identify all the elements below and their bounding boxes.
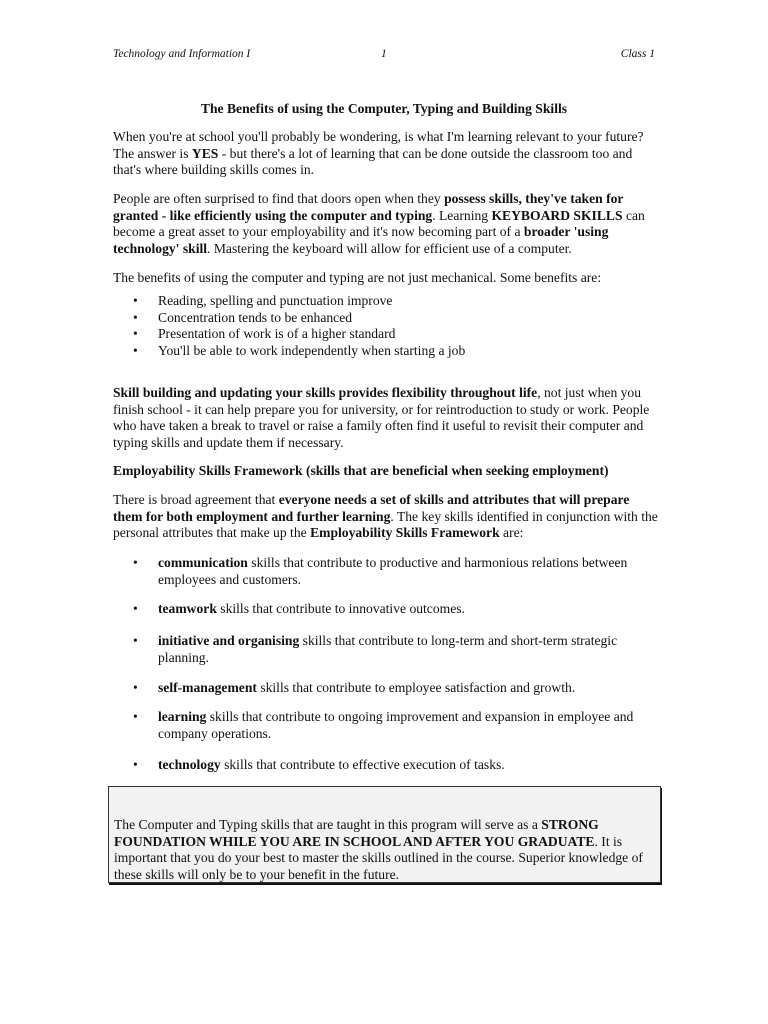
section-heading: Employability Skills Framework (skills that are beneficial when seeking employment) bbox=[113, 463, 609, 478]
list-item: • communication skills that contribute to productive and harmonious relations between employees and customers. bbox=[113, 555, 658, 588]
skills-list bbox=[113, 709, 658, 742]
skills-list bbox=[113, 633, 658, 666]
list-item: • technology skills that contribute to effective execution of tasks. bbox=[113, 757, 658, 774]
list-item: • Reading, spelling and punctuation improve bbox=[113, 293, 658, 310]
list-item: • self-management skills that contribute to employee satisfaction and growth. bbox=[113, 680, 658, 697]
header-page-number: 1 bbox=[381, 48, 387, 60]
flexibility-paragraph: Skill building and updating your skills provides flexibility throughout life, not just when you finish school - it can help prepare you for university, or for reintroduction to study or work. People who have taken a break to travel or raise a family often find it useful to revisit their computer and typing skills and update them if necessary. bbox=[113, 385, 650, 450]
header-course: Technology and Information I bbox=[113, 48, 251, 60]
header-class: Class 1 bbox=[620, 48, 655, 60]
benefits-list bbox=[113, 293, 658, 359]
list-item: • You'll be able to work independently when starting a job bbox=[113, 343, 658, 360]
callout-box bbox=[108, 786, 661, 883]
skills-paragraph: People are often surprised to find that doors open when they possess skills, they've taken for granted - like efficiently using the computer and typing. Learning KEYBOARD SKILLS can become a great asset to your employability and it's now becoming part of a broader 'using technology' skill. Mastering the keyboard will allow for efficient use of a computer. bbox=[113, 191, 645, 256]
framework-paragraph: There is broad agreement that everyone needs a set of skills and attributes that will prepare them for both employment and further learning. The key skills identified in conjunction with the personal attributes that make up the Employability Skills Framework are: bbox=[113, 492, 658, 540]
skills-list bbox=[113, 555, 658, 588]
skills-list bbox=[113, 601, 658, 618]
list-item: • teamwork skills that contribute to innovative outcomes. bbox=[113, 601, 658, 618]
intro-paragraph: When you're at school you'll probably be wondering, is what I'm learning relevant to your future? The answer is YES - but there's a lot of learning that can be done outside the classroom too and that's where building skills comes in. bbox=[113, 129, 644, 177]
list-item: • Concentration tends to be enhanced bbox=[113, 310, 658, 327]
list-item: • initiative and organising skills that contribute to long-term and short-term strategic planning. bbox=[113, 633, 658, 666]
document-title: The Benefits of using the Computer, Typing and Building Skills bbox=[200, 101, 568, 116]
list-item: • Presentation of work is of a higher standard bbox=[113, 326, 658, 343]
skills-list bbox=[113, 757, 658, 774]
callout-text: The Computer and Typing skills that are taught in this program will serve as a STRONG FOUNDATION WHILE YOU ARE IN SCHOOL AND AFTER YOU GRADUATE. It is important that you do your best to master the skills outlined in the course. Superior knowledge of these skills will only be to your benefit in the future. bbox=[114, 817, 643, 882]
benefits-intro: The benefits of using the computer and typing are not just mechanical. Some benefits are: bbox=[113, 270, 602, 285]
list-item: • learning skills that contribute to ongoing improvement and expansion in employee and company operations. bbox=[113, 709, 658, 742]
page-header bbox=[113, 46, 655, 62]
skills-list bbox=[113, 680, 658, 697]
